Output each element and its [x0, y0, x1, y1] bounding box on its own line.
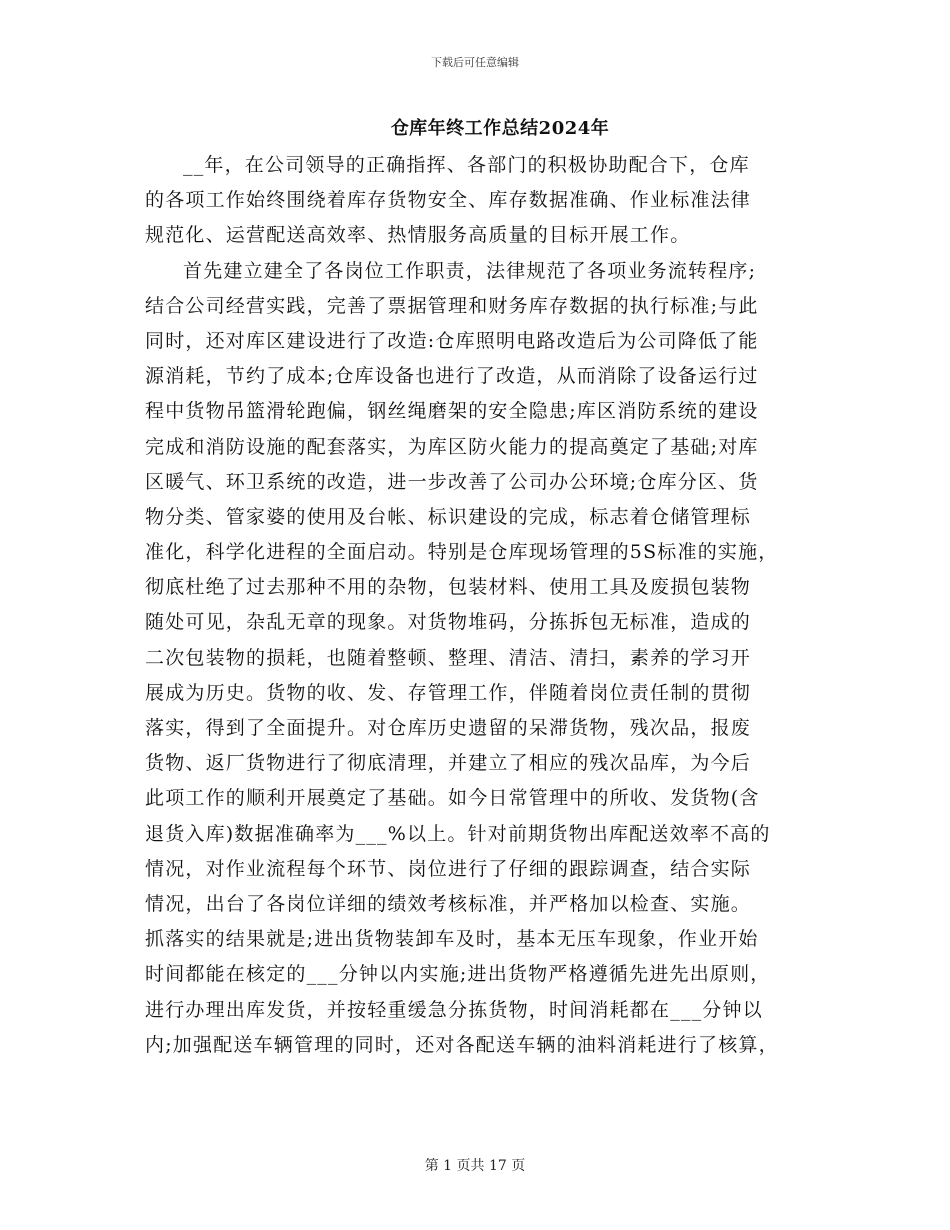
- body-line: 此项工作的顺利开展奠定了基础。如今日常管理中的所收、发货物(含: [145, 787, 760, 810]
- body-line: 源消耗，节约了成本;仓库设备也进行了改造，从而消除了设备运行过: [145, 365, 759, 388]
- body-line: 的各项工作始终围绕着库存货物安全、库存数据准确、作业标准法律: [145, 189, 752, 212]
- body-line: 物分类、管家婆的使用及台帐、标识建设的完成，标志着仓储管理标: [145, 505, 752, 528]
- body-line: 规范化、运营配送高效率、热情服务高质量的目标开展工作。: [145, 224, 691, 247]
- body-line: 情况，对作业流程每个环节、岗位进行了仔细的跟踪调查，结合实际: [145, 857, 752, 880]
- body-line: 进行办理出库发货，并按轻重缓急分拣货物，时间消耗都在___分钟以: [145, 998, 763, 1021]
- body-line: 程中货物吊篮滑轮跑偏，钢丝绳磨架的安全隐患;库区消防系统的建设: [145, 400, 759, 423]
- body-line: 完成和消防设施的配套落实，为库区防火能力的提高奠定了基础;对库: [145, 435, 759, 458]
- document-body: [145, 148, 820, 1063]
- body-line: __年，在公司领导的正确指挥、各部门的积极协助配合下，仓库: [183, 154, 750, 176]
- body-line: 内;加强配送车辆管理的同时，还对各配送车辆的油料消耗进行了核算，: [145, 1033, 779, 1056]
- body-line: 准化，科学化进程的全面启动。特别是仓库现场管理的5S标准的实施，: [145, 541, 779, 564]
- body-line: 时间都能在核定的___分钟以内实施;进出货物严格遵循先进先出原则，: [145, 963, 771, 986]
- body-line: 展成为历史。货物的收、发、存管理工作，伴随着岗位责任制的贯彻: [145, 681, 752, 704]
- body-line: 货物、返厂货物进行了彻底清理，并建立了相应的残次品库，为今后: [145, 752, 752, 775]
- body-line: 随处可见，杂乱无章的现象。对货物堆码，分拣拆包无标准，造成的: [145, 611, 752, 634]
- body-line: 抓落实的结果就是;进出货物装卸车及时，基本无压车现象，作业开始: [145, 928, 759, 951]
- page-indicator: 第 1 页共 17 页: [424, 1158, 526, 1174]
- body-line: 同时，还对库区建设进行了改造:仓库照明电路改造后为公司降低了能: [145, 329, 759, 352]
- document-title: 仓库年终工作总结2024年: [390, 118, 610, 139]
- body-line: 退货入库)数据准确率为___%以上。针对前期货物出库配送效率不高的: [145, 822, 771, 845]
- body-line: 区暖气、环卫系统的改造，进一步改善了公司办公环境;仓库分区、货: [145, 470, 759, 493]
- body-line: 彻底杜绝了过去那种不用的杂物，包装材料、使用工具及废损包装物: [145, 576, 752, 599]
- body-line: 情况，出台了各岗位详细的绩效考核标准，并严格加以检查、实施。: [145, 892, 752, 915]
- body-line: 落实，得到了全面提升。对仓库历史遗留的呆滞货物，残次品，报废: [145, 717, 752, 739]
- header-note: 下载后可任意编辑: [431, 56, 519, 69]
- body-line: 首先建立建全了各岗位工作职责，法律规范了各项业务流转程序;: [183, 259, 757, 282]
- body-line: 二次包装物的损耗，也随着整顿、整理、清洁、清扫，素养的学习开: [145, 646, 752, 669]
- body-line: 结合公司经营实践，完善了票据管理和财务库存数据的执行标准;与此: [145, 294, 759, 317]
